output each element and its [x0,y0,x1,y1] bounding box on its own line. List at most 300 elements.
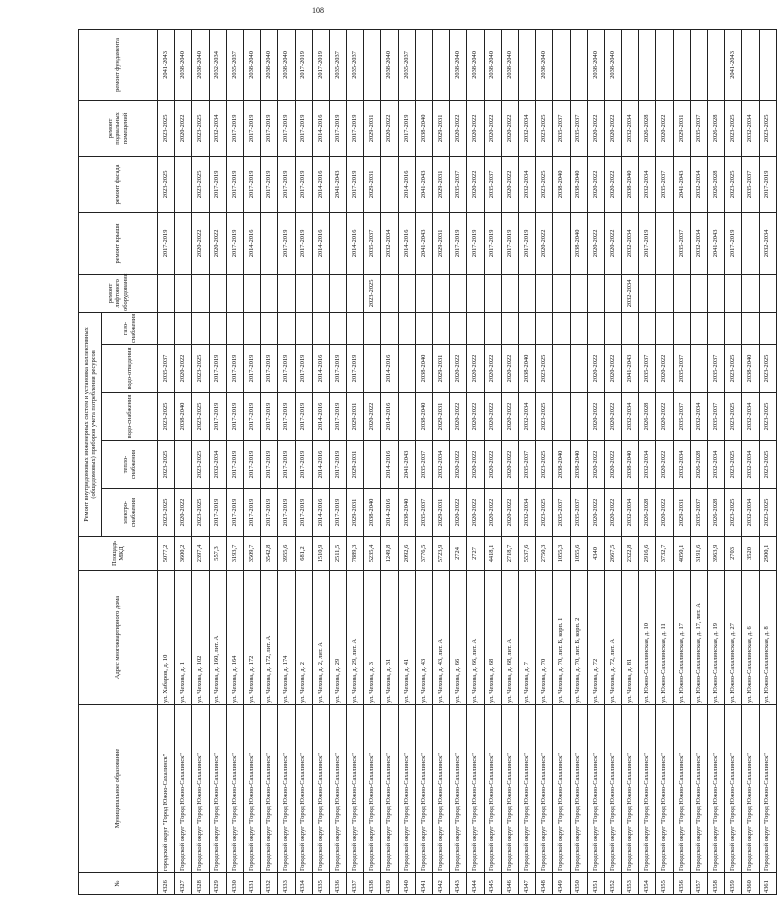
row-period-cell [329,212,346,274]
row-municipality: Городской округ "Город Южно-Сахалинск" [467,705,484,873]
row-period-cell: 2020-2022 [604,489,621,537]
row-number: 4354 [639,873,656,895]
row-number: 4339 [381,873,398,895]
row-period-cell: 2032-2034 [518,489,535,537]
row-period-cell [639,312,656,344]
table-row [243,29,260,894]
row-area: 1055,3 [553,537,570,571]
row-period-cell: 2023-2025 [536,489,553,537]
row-period-cell: 2029-2031 [673,489,690,537]
row-period-cell: 2020-2022 [587,156,604,212]
row-period-cell: 2020-2022 [484,345,501,393]
row-period-cell: 2035-2037 [690,100,707,156]
row-period-cell [175,156,192,212]
row-period-cell: 2023-2025 [725,393,742,441]
table-frame [78,30,771,895]
row-municipality: Городской округ "Город Южно-Сахалинск" [759,705,776,873]
row-period-cell: 2017-2019 [243,345,260,393]
row-period-cell: 2032-2034 [690,156,707,212]
row-number: 4334 [295,873,312,895]
row-period-cell: 2020-2022 [656,393,673,441]
row-municipality: Городской округ "Город Южно-Сахалинск" [553,705,570,873]
row-period-cell [553,393,570,441]
row-period-cell: 2020-2022 [364,393,381,441]
row-municipality: городской округ "Город Южно-Сахалинск" [158,705,175,873]
row-period-cell: 2023-2025 [158,156,175,212]
row-area: 3509,7 [243,537,260,571]
row-municipality: Городской округ "Город Южно-Сахалинск" [175,705,192,873]
row-period-cell [708,274,725,312]
row-period-cell [381,274,398,312]
row-number: 4335 [312,873,329,895]
row-period-cell: 2017-2019 [243,100,260,156]
row-period-cell [639,29,656,100]
row-address: ул. Чехова, д. 70 [536,571,553,705]
row-area: 557,3 [209,537,226,571]
row-period-cell: 2020-2022 [467,156,484,212]
row-period-cell: 2014-2016 [312,441,329,489]
row-municipality: Городской округ "Город Южно-Сахалинск" [261,705,278,873]
table-row [175,29,192,894]
row-period-cell: 2035-2037 [708,345,725,393]
row-period-cell: 2020-2022 [484,393,501,441]
row-period-cell: 2035-2037 [673,345,690,393]
rotated-table-container [78,30,771,895]
row-period-cell: 2017-2019 [261,489,278,537]
row-municipality: Городской округ "Город Южно-Сахалинск" [278,705,295,873]
row-period-cell [673,274,690,312]
table-row [226,29,243,894]
row-period-cell: 2017-2019 [725,212,742,274]
row-period-cell: 2041-2043 [415,212,432,274]
row-period-cell [501,274,518,312]
row-period-cell: 2038-2040 [175,29,192,100]
row-period-cell [553,312,570,344]
row-period-cell: 2029-2031 [433,489,450,537]
row-period-cell [742,274,759,312]
row-municipality: Городской округ "Город Южно-Сахалинск" [639,705,656,873]
row-period-cell [570,274,587,312]
row-number: 4331 [243,873,260,895]
row-period-cell: 2023-2025 [158,441,175,489]
row-address: ул. Южно-Сахалинская, д. 17, лит. А [690,571,707,705]
row-period-cell: 2029-2031 [673,100,690,156]
row-period-cell: 2014-2016 [381,345,398,393]
row-municipality: Городской округ "Город Южно-Сахалинск" [484,705,501,873]
row-municipality: Городской округ "Город Южно-Сахалинск" [192,705,209,873]
row-period-cell: 2020-2022 [209,212,226,274]
row-address: ул. Чехова, д. 2 [295,571,312,705]
row-period-cell [570,29,587,100]
row-period-cell [261,312,278,344]
row-address: ул. Южно-Сахалинская, д. 17 [673,571,690,705]
table-row [192,29,209,894]
row-number: 4356 [673,873,690,895]
row-period-cell [415,312,432,344]
row-period-cell: 2020-2022 [175,345,192,393]
row-period-cell: 2032-2034 [209,100,226,156]
row-address: ул. Южно-Сахалинская, д. 19 [708,571,725,705]
row-period-cell: 2020-2022 [467,345,484,393]
table-row [484,29,501,894]
row-address: ул. Южно-Сахалинская, д. 10 [639,571,656,705]
row-period-cell: 2038-2040 [243,29,260,100]
header-address: Адрес многоквартирного дома [79,571,158,705]
row-area: 3955,6 [278,537,295,571]
row-period-cell: 2035-2037 [553,489,570,537]
row-period-cell [329,312,346,344]
table-row [656,29,673,894]
row-period-cell: 2020-2022 [656,441,673,489]
row-period-cell [553,345,570,393]
row-area: 2703 [725,537,742,571]
row-period-cell [690,274,707,312]
row-period-cell: 2035-2037 [673,393,690,441]
row-period-cell: 2038-2040 [415,345,432,393]
row-address: ул. Чехова, д. 68, лит. А [501,571,518,705]
row-address: ул. Чехова, д. 3 [364,571,381,705]
row-period-cell [158,274,175,312]
row-number: 4353 [622,873,639,895]
row-period-cell: 2017-2019 [226,212,243,274]
header-elevator: ремонт лифтового оборудования [79,274,158,312]
row-area: 3732,7 [656,537,673,571]
row-period-cell: 2020-2022 [467,100,484,156]
row-period-cell: 2023-2025 [536,100,553,156]
row-period-cell: 2035-2037 [450,156,467,212]
row-address: ул. Чехова, д. 102 [192,571,209,705]
row-address: ул. Чехова, д. 70, лит. Б, корп. 2 [570,571,587,705]
row-period-cell [484,312,501,344]
row-area: 4340 [587,537,604,571]
row-period-cell: 2020-2022 [467,489,484,537]
row-period-cell: 2038-2040 [518,345,535,393]
row-municipality: Городской округ "Город Южно-Сахалинск" [433,705,450,873]
row-period-cell: 2023-2025 [725,441,742,489]
row-period-cell: 2020-2022 [484,489,501,537]
row-period-cell: 2017-2019 [467,212,484,274]
row-address: ул. Чехова, д. 41 [398,571,415,705]
row-period-cell: 2020-2022 [604,212,621,274]
row-period-cell: 2035-2037 [398,29,415,100]
row-period-cell: 2029-2031 [433,212,450,274]
row-period-cell: 2035-2037 [639,345,656,393]
row-period-cell: 2017-2019 [295,212,312,274]
row-period-cell: 2014-2016 [381,441,398,489]
row-period-cell: 2032-2034 [690,393,707,441]
row-period-cell: 2020-2022 [450,489,467,537]
row-number: 4348 [536,873,553,895]
row-municipality: Городской округ "Город Южно-Сахалинск" [347,705,364,873]
row-address: ул. Чехова, д. 68 [484,571,501,705]
row-period-cell: 2017-2019 [759,156,776,212]
row-period-cell: 2017-2019 [243,393,260,441]
row-period-cell: 2017-2019 [329,345,346,393]
row-period-cell: 2029-2031 [364,156,381,212]
page-number: 108 [312,6,324,15]
row-period-cell: 2020-2022 [587,489,604,537]
row-period-cell: 2020-2022 [587,441,604,489]
row-period-cell: 2026-2028 [639,393,656,441]
row-period-cell [673,29,690,100]
row-period-cell: 2023-2025 [192,441,209,489]
row-municipality: Городской округ "Город Южно-Сахалинск" [708,705,725,873]
row-area: 2667,5 [604,537,621,571]
row-period-cell: 2032-2034 [690,212,707,274]
row-period-cell: 2038-2040 [570,156,587,212]
row-number: 4332 [261,873,278,895]
row-area: 4050,1 [673,537,690,571]
row-period-cell [329,274,346,312]
table-row [690,29,707,894]
row-address: ул. Чехова, д. 72, лит. А [604,571,621,705]
row-period-cell: 2017-2019 [312,29,329,100]
row-period-cell: 2023-2025 [725,156,742,212]
row-period-cell: 2026-2028 [708,489,725,537]
row-period-cell [742,312,759,344]
row-municipality: Городской округ "Город Южно-Сахалинск" [690,705,707,873]
row-period-cell [656,29,673,100]
table-row [518,29,535,894]
row-period-cell: 2023-2025 [192,100,209,156]
row-number: 4337 [347,873,364,895]
table-row [381,29,398,894]
row-period-cell [690,29,707,100]
row-address: ул. Чехова, д. 1 [175,571,192,705]
row-period-cell: 2017-2019 [209,393,226,441]
row-period-cell [656,212,673,274]
row-period-cell: 2017-2019 [261,345,278,393]
row-period-cell: 2023-2025 [192,489,209,537]
row-period-cell: 2035-2037 [656,156,673,212]
row-period-cell: 2017-2019 [295,441,312,489]
row-period-cell: 2017-2019 [295,100,312,156]
row-period-cell: 2017-2019 [226,100,243,156]
row-period-cell: 2035-2037 [364,212,381,274]
row-area: 5077,2 [158,537,175,571]
row-period-cell: 2038-2040 [415,100,432,156]
row-period-cell: 2038-2040 [536,29,553,100]
row-period-cell: 2017-2019 [295,393,312,441]
row-period-cell: 2017-2019 [278,100,295,156]
row-period-cell: 2038-2040 [604,29,621,100]
row-period-cell [209,312,226,344]
row-period-cell: 2017-2019 [295,489,312,537]
row-area: 2750,3 [536,537,553,571]
row-period-cell: 2017-2019 [278,212,295,274]
row-area: 3542,8 [261,537,278,571]
row-period-cell: 2014-2016 [398,156,415,212]
row-period-cell: 2026-2028 [639,489,656,537]
row-period-cell: 2032-2034 [518,393,535,441]
row-period-cell [673,312,690,344]
row-period-cell: 2017-2019 [398,100,415,156]
row-address: ул. Чехова, д. 29, лит. А [347,571,364,705]
row-period-cell: 2014-2016 [381,393,398,441]
row-period-cell: 2035-2037 [570,489,587,537]
table-row [604,29,621,894]
row-period-cell: 2029-2031 [433,100,450,156]
row-period-cell [518,312,535,344]
row-address: ул. Чехова, д. 164 [226,571,243,705]
row-period-cell: 2017-2019 [278,393,295,441]
row-period-cell: 2032-2034 [742,489,759,537]
table-row [209,29,226,894]
row-period-cell: 2020-2022 [175,100,192,156]
header-heating: тепло-снабжения [102,441,158,489]
row-address: ул. Чехова, д. 172 [243,571,260,705]
row-address: ул. Южно-Сахалинская, д. 8 [759,571,776,705]
row-period-cell [759,29,776,100]
row-period-cell: 2020-2022 [175,489,192,537]
row-area: 1249,8 [381,537,398,571]
row-period-cell: 2020-2022 [501,156,518,212]
row-period-cell: 2035-2037 [329,29,346,100]
row-number: 4361 [759,873,776,895]
row-period-cell: 2017-2019 [243,489,260,537]
row-period-cell: 2017-2019 [347,345,364,393]
row-period-cell [518,274,535,312]
row-address: ул. Южно-Сахалинская, д. 11 [656,571,673,705]
row-period-cell [175,441,192,489]
row-period-cell: 2023-2025 [725,345,742,393]
table-body [158,29,777,894]
row-period-cell: 2017-2019 [484,212,501,274]
row-period-cell [622,312,639,344]
row-area: 5537,6 [518,537,535,571]
row-period-cell [175,312,192,344]
row-period-cell: 2017-2019 [639,212,656,274]
row-area: 3963,9 [708,537,725,571]
row-period-cell [587,274,604,312]
row-municipality: Городской округ "Город Южно-Сахалинск" [364,705,381,873]
header-water-supply: водо-снабжения [102,393,158,441]
header-area: Площадь МКД [79,537,158,571]
row-municipality: Городской округ "Город Южно-Сахалинск" [725,705,742,873]
row-area: 3776,5 [415,537,432,571]
row-period-cell [433,312,450,344]
row-period-cell: 2020-2022 [656,489,673,537]
row-period-cell: 2014-2016 [312,156,329,212]
row-period-cell: 2017-2019 [329,393,346,441]
row-period-cell [570,345,587,393]
row-period-cell [570,312,587,344]
row-period-cell: 2014-2016 [312,212,329,274]
row-period-cell: 2026-2028 [639,100,656,156]
row-number: 4341 [415,873,432,895]
row-period-cell: 2032-2034 [742,393,759,441]
row-period-cell [656,312,673,344]
row-period-cell: 2032-2034 [639,156,656,212]
row-municipality: Городской округ "Город Южно-Сахалинск" [656,705,673,873]
row-period-cell: 2014-2016 [347,212,364,274]
table-row [415,29,432,894]
row-period-cell [759,274,776,312]
row-address: ул. Чехова, д. 72 [587,571,604,705]
table-row [467,29,484,894]
row-period-cell: 2020-2022 [450,100,467,156]
row-period-cell: 2041-2043 [725,29,742,100]
row-period-cell: 2020-2022 [656,100,673,156]
row-period-cell: 2038-2040 [553,441,570,489]
row-period-cell [364,441,381,489]
row-period-cell [175,274,192,312]
row-period-cell: 2017-2019 [261,393,278,441]
row-number: 4350 [570,873,587,895]
row-area: 2397,4 [192,537,209,571]
row-period-cell [536,312,553,344]
row-period-cell: 2035-2037 [415,489,432,537]
row-number: 4347 [518,873,535,895]
row-area: 3191,6 [690,537,707,571]
row-period-cell [433,274,450,312]
row-period-cell: 2020-2022 [604,441,621,489]
row-number: 4345 [484,873,501,895]
row-period-cell [759,312,776,344]
row-period-cell [398,274,415,312]
row-period-cell: 2035-2037 [484,156,501,212]
row-period-cell: 2038-2040 [553,156,570,212]
row-period-cell: 2029-2031 [347,393,364,441]
row-number: 4358 [708,873,725,895]
table-row [433,29,450,894]
row-period-cell: 2026-2028 [690,441,707,489]
table-row [570,29,587,894]
row-area: 2916,6 [639,537,656,571]
row-number: 4349 [553,873,570,895]
row-address: ул. Чехова, д. 174 [278,571,295,705]
row-municipality: Городской округ "Город Южно-Сахалинск" [742,705,759,873]
row-period-cell: 2023-2025 [759,345,776,393]
header-foundation: ремонт фундамента [79,29,158,100]
row-period-cell [708,29,725,100]
row-address: ул. Чехова, д. 70, лит. Б, корп. 1 [553,571,570,705]
row-period-cell: 2038-2040 [484,29,501,100]
row-municipality: Городской округ "Город Южно-Сахалинск" [226,705,243,873]
row-period-cell: 2035-2037 [708,393,725,441]
row-period-cell [553,274,570,312]
header-num: № [79,873,158,895]
row-number: 4346 [501,873,518,895]
row-address: ул. Чехова, д. 29 [329,571,346,705]
row-address: ул. Чехова, д. 172, лит. А [261,571,278,705]
header-electricity: электро-снабжения [102,489,158,537]
row-period-cell: 2038-2040 [467,29,484,100]
row-period-cell [690,312,707,344]
row-period-cell [226,274,243,312]
row-number: 4336 [329,873,346,895]
row-period-cell: 2032-2034 [673,441,690,489]
table-row [278,29,295,894]
table-row [639,29,656,894]
row-period-cell: 2038-2040 [398,489,415,537]
row-municipality: Городской округ "Город Южно-Сахалинск" [673,705,690,873]
row-area: 3193,7 [226,537,243,571]
row-period-cell: 2017-2019 [450,212,467,274]
row-period-cell: 2029-2031 [364,100,381,156]
row-municipality: Городской округ "Город Южно-Сахалинск" [329,705,346,873]
row-period-cell [243,312,260,344]
table-row [450,29,467,894]
row-period-cell: 2020-2022 [501,345,518,393]
row-address: ул. Чехова, д. 43 [415,571,432,705]
row-period-cell [725,312,742,344]
row-period-cell: 2017-2019 [518,212,535,274]
row-period-cell: 2020-2022 [484,100,501,156]
row-period-cell [398,345,415,393]
row-period-cell: 2020-2022 [604,100,621,156]
row-municipality: Городской округ "Город Южно-Сахалинск" [518,705,535,873]
